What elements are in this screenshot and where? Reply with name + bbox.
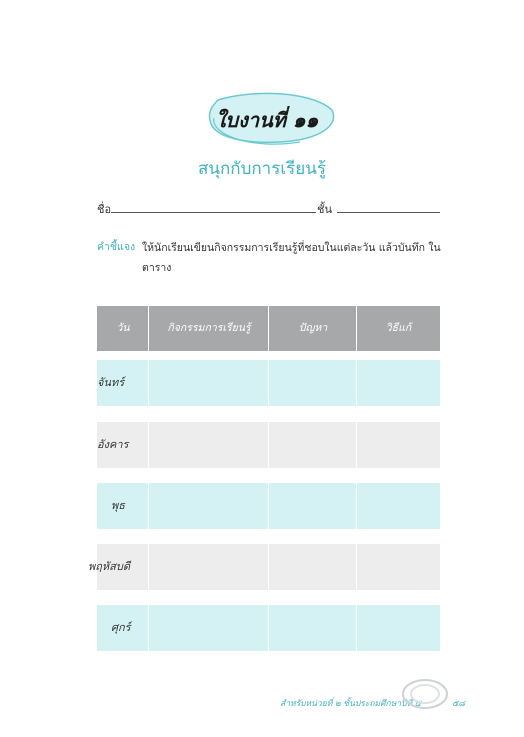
worksheet-title-badge (200, 92, 340, 148)
name-blank-line[interactable] (111, 212, 316, 213)
header-solution: วิธีแก้ (385, 322, 412, 334)
worksheet-title: ใบงานที่ ๑๑ (215, 108, 319, 132)
worksheet-subtitle: สนุกกับการเรียนรู้ (198, 159, 326, 179)
class-label: ชั้น (317, 203, 332, 216)
name-label: ชื่อ (97, 203, 112, 216)
table-row-thursday[interactable] (88, 544, 440, 590)
row-divider (268, 422, 269, 468)
row-divider (268, 360, 269, 406)
table-row-friday[interactable] (97, 605, 440, 651)
row-divider (268, 605, 269, 651)
table-row-tuesday[interactable] (97, 422, 440, 468)
row-divider (356, 544, 357, 590)
row-divider (148, 544, 149, 590)
day-label: อังคาร (97, 438, 129, 451)
header-problem: ปัญหา (298, 322, 328, 334)
row-divider (356, 605, 357, 651)
day-label: ศุกร์ (111, 621, 131, 634)
row-divider (148, 483, 149, 529)
day-label: พฤหัสบดี (88, 560, 131, 573)
footer-decoration-graphic (400, 676, 450, 712)
header-divider (148, 306, 149, 351)
table-header (97, 306, 440, 351)
page-footer-text: สำหรับหน่วยที่ ๒ ชั้นประถมศึกษาปีที่ ๕ (280, 699, 422, 709)
header-day: วัน (116, 322, 130, 334)
instructions-label: คำชี้แจง (97, 241, 136, 253)
table-row-monday[interactable] (97, 360, 440, 406)
header-divider (268, 306, 269, 351)
row-divider (148, 360, 149, 406)
row-divider (356, 422, 357, 468)
row-divider (148, 422, 149, 468)
day-label: พุธ (111, 499, 125, 512)
header-activity: กิจกรรมการเรียนรู้ (167, 322, 251, 334)
row-divider (148, 605, 149, 651)
class-blank-line[interactable] (337, 212, 440, 213)
page-number: ๕๘ (452, 699, 465, 709)
table-row-wednesday[interactable] (97, 483, 440, 529)
row-divider (268, 544, 269, 590)
row-divider (356, 360, 357, 406)
day-label: จันทร์ (97, 376, 125, 389)
header-divider (356, 306, 357, 351)
instructions-text: ให้นักเรียนเขียนกิจกรรมการเรียนรู้ที่ชอบในแต่ละวัน แล้วบันทึก ในตาราง (142, 242, 441, 274)
row-divider (356, 483, 357, 529)
row-divider (268, 483, 269, 529)
